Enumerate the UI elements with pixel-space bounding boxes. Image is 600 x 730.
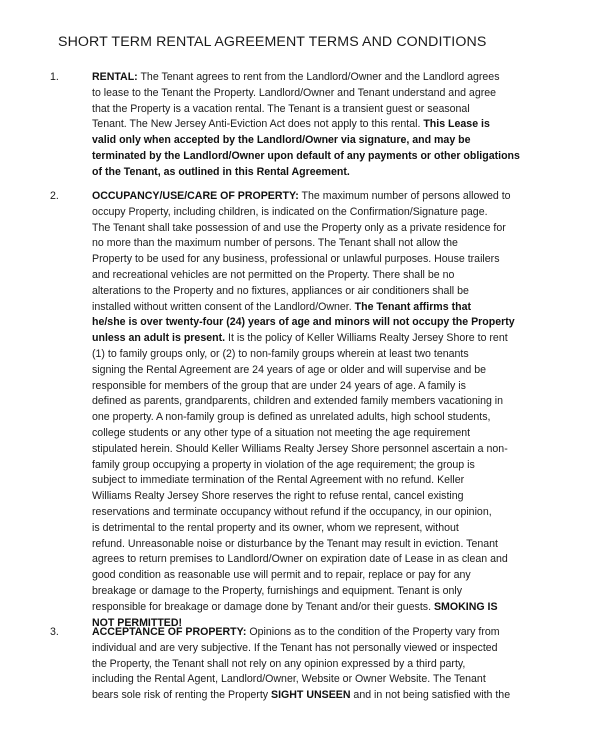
- bold-text: OCCUPANCY/USE/CARE OF PROPERTY:: [92, 190, 299, 202]
- bold-text: valid only when accepted by the Landlord/Owner via signature, and may be: [92, 134, 471, 147]
- text-line: [92, 473, 542, 489]
- text-run: The Tenant shall take possession of and use the Property only as a private residence for: [92, 221, 506, 234]
- bold-text: ACCEPTANCE OF PROPERTY:: [92, 626, 247, 638]
- text-line: [92, 489, 542, 505]
- text-run: refund. Unreasonable noise or disturbance by the Tenant may result in eviction. Tenant: [92, 537, 498, 550]
- text-run: It is the policy of Keller Williams Realty Jersey Shore to rent: [225, 332, 508, 345]
- bold-text: of the Tenant, as outlined in this Rental Agreement.: [92, 165, 350, 178]
- text-line: [92, 133, 542, 149]
- text-line: [92, 442, 542, 458]
- text-run: stipulated herein. Should Keller Williams Realty Jersey Shore personnel ascertain a non-: [92, 442, 508, 455]
- text-line: [92, 537, 542, 553]
- text-line: [92, 672, 542, 688]
- text-line: [92, 584, 542, 600]
- text-run: good condition as reasonable use will permit and to repair, replace or pay for any: [92, 569, 471, 582]
- text-line: [92, 86, 542, 102]
- text-run: occupy Property, including children, is indicated on the Confirmation/Signature page.: [92, 205, 488, 218]
- bold-text: RENTAL:: [92, 71, 138, 83]
- text-line: [92, 189, 542, 205]
- text-line: [92, 102, 542, 118]
- text-run: that the Property is a vacation rental. The Tenant is a transient guest or seasonal: [92, 102, 470, 115]
- section-text: [92, 625, 542, 704]
- text-run: bears sole risk of renting the Property: [92, 689, 272, 702]
- text-line: [92, 410, 542, 426]
- text-line: [92, 379, 542, 395]
- text-run: college students or any other type of a situation not meeting the age requirement: [92, 426, 471, 439]
- text-line: [92, 347, 542, 363]
- section-text: [92, 70, 542, 181]
- text-run: Property to be used for any business, professional or unlawful purposes. House trailers: [92, 253, 500, 266]
- bold-text: This Lease is: [423, 118, 490, 131]
- text-line: [92, 221, 542, 237]
- text-run: to lease to the Tenant the Property. Landlord/Owner and Tenant understand and agree: [92, 86, 497, 99]
- text-run: The maximum number of persons allowed to: [298, 190, 511, 202]
- text-line: [92, 568, 542, 584]
- text-run: Tenant. The New Jersey Anti-Eviction Act does not apply to this rental.: [92, 118, 424, 131]
- text-line: [92, 600, 542, 616]
- text-run: agrees to return premises to Landlord/Owner on expiration date of Lease in as clean and: [92, 553, 508, 566]
- text-line: [92, 149, 542, 165]
- bold-text: terminated by the Landlord/Owner upon default of any payments or other obligations: [92, 149, 520, 162]
- text-run: responsible for members of the group that are under 24 years of age. A family is: [92, 379, 466, 392]
- bold-text: he/she is over twenty-four (24) years of age and minors will not occupy the Property: [92, 316, 515, 329]
- text-line: [92, 505, 542, 521]
- text-run: individual and are very subjective. If the Tenant has not personally viewed or inspected: [92, 641, 498, 654]
- text-line: [92, 394, 542, 410]
- text-line: [92, 521, 542, 537]
- text-run: the Property, the Tenant shall not rely on any opinion expressed by a third party,: [92, 657, 466, 670]
- text-run: alterations to the Property and no fixtures, appliances or air conditioners shall be: [92, 284, 469, 297]
- text-run: family group occupying a property in violation of the age requirement; the group is: [92, 458, 475, 471]
- section-number: 2.: [50, 190, 59, 202]
- section-number: 1.: [50, 71, 59, 83]
- bold-text: unless an adult is present.: [92, 332, 226, 345]
- text-line: [92, 458, 542, 474]
- text-run: responsible for breakage or damage done by Tenant and/or their guests.: [92, 600, 434, 613]
- text-line: [92, 70, 542, 86]
- text-run: signing the Rental Agreement are 24 years of age or older and will supervise and be: [92, 363, 486, 376]
- text-run: breakage or damage to the Property, furnishings and equipment. Tenant is only: [92, 584, 463, 597]
- text-run: no more than the maximum number of persons. The Tenant shall not allow the: [92, 237, 458, 250]
- page-title: SHORT TERM RENTAL AGREEMENT TERMS AND CONDITIONS: [58, 34, 487, 50]
- text-run: is detrimental to the rental property and its owner, whom we represent, without: [92, 521, 459, 534]
- text-run: subject to immediate termination of the Rental Agreement with no refund. Keller: [92, 474, 465, 487]
- text-run: reservations and terminate occupancy without refund if the occupancy, in our opinion,: [92, 505, 492, 518]
- text-line: [92, 552, 542, 568]
- text-line: [92, 641, 542, 657]
- text-run: and recreational vehicles are not permitted on the Property. There shall be no: [92, 268, 455, 281]
- text-run: and in not being satisfied with the: [350, 689, 511, 702]
- text-run: one property. A non-family group is defined as unrelated adults, high school students,: [92, 411, 491, 424]
- text-line: [92, 426, 542, 442]
- text-run: The Tenant agrees to rent from the Landlord/Owner and the Landlord agrees: [137, 71, 500, 83]
- text-line: [92, 363, 542, 379]
- bold-text: The Tenant affirms that: [354, 300, 471, 313]
- text-line: [92, 331, 542, 347]
- text-line: [92, 236, 542, 252]
- text-run: including the Rental Agent, Landlord/Owner, Website or Owner Website. The Tenant: [92, 673, 486, 686]
- text-line: [92, 657, 542, 673]
- text-line: [92, 205, 542, 221]
- section-text: [92, 189, 542, 631]
- bold-text: SMOKING IS: [433, 600, 498, 613]
- bold-text: SIGHT UNSEEN: [271, 689, 351, 702]
- text-line: [92, 165, 542, 181]
- text-line: [92, 268, 542, 284]
- text-run: (1) to family groups only, or (2) to non-family groups wherein at least two tenants: [92, 347, 469, 360]
- text-line: [92, 625, 542, 641]
- text-run: Williams Realty Jersey Shore reserves the right to refuse rental, cancel existing: [92, 490, 464, 503]
- text-line: [92, 688, 542, 704]
- text-line: [92, 252, 542, 268]
- text-line: [92, 117, 542, 133]
- text-line: [92, 315, 542, 331]
- text-line: [92, 284, 542, 300]
- text-run: installed without written consent of the Landlord/Owner.: [92, 300, 355, 313]
- bold-text: NOT PERMITTED!: [92, 616, 183, 629]
- section-number: 3.: [50, 626, 59, 638]
- text-run: Opinions as to the condition of the Property vary from: [246, 626, 500, 638]
- text-run: defined as parents, grandparents, children and extended family members vacationing in: [92, 395, 504, 408]
- text-line: [92, 300, 542, 316]
